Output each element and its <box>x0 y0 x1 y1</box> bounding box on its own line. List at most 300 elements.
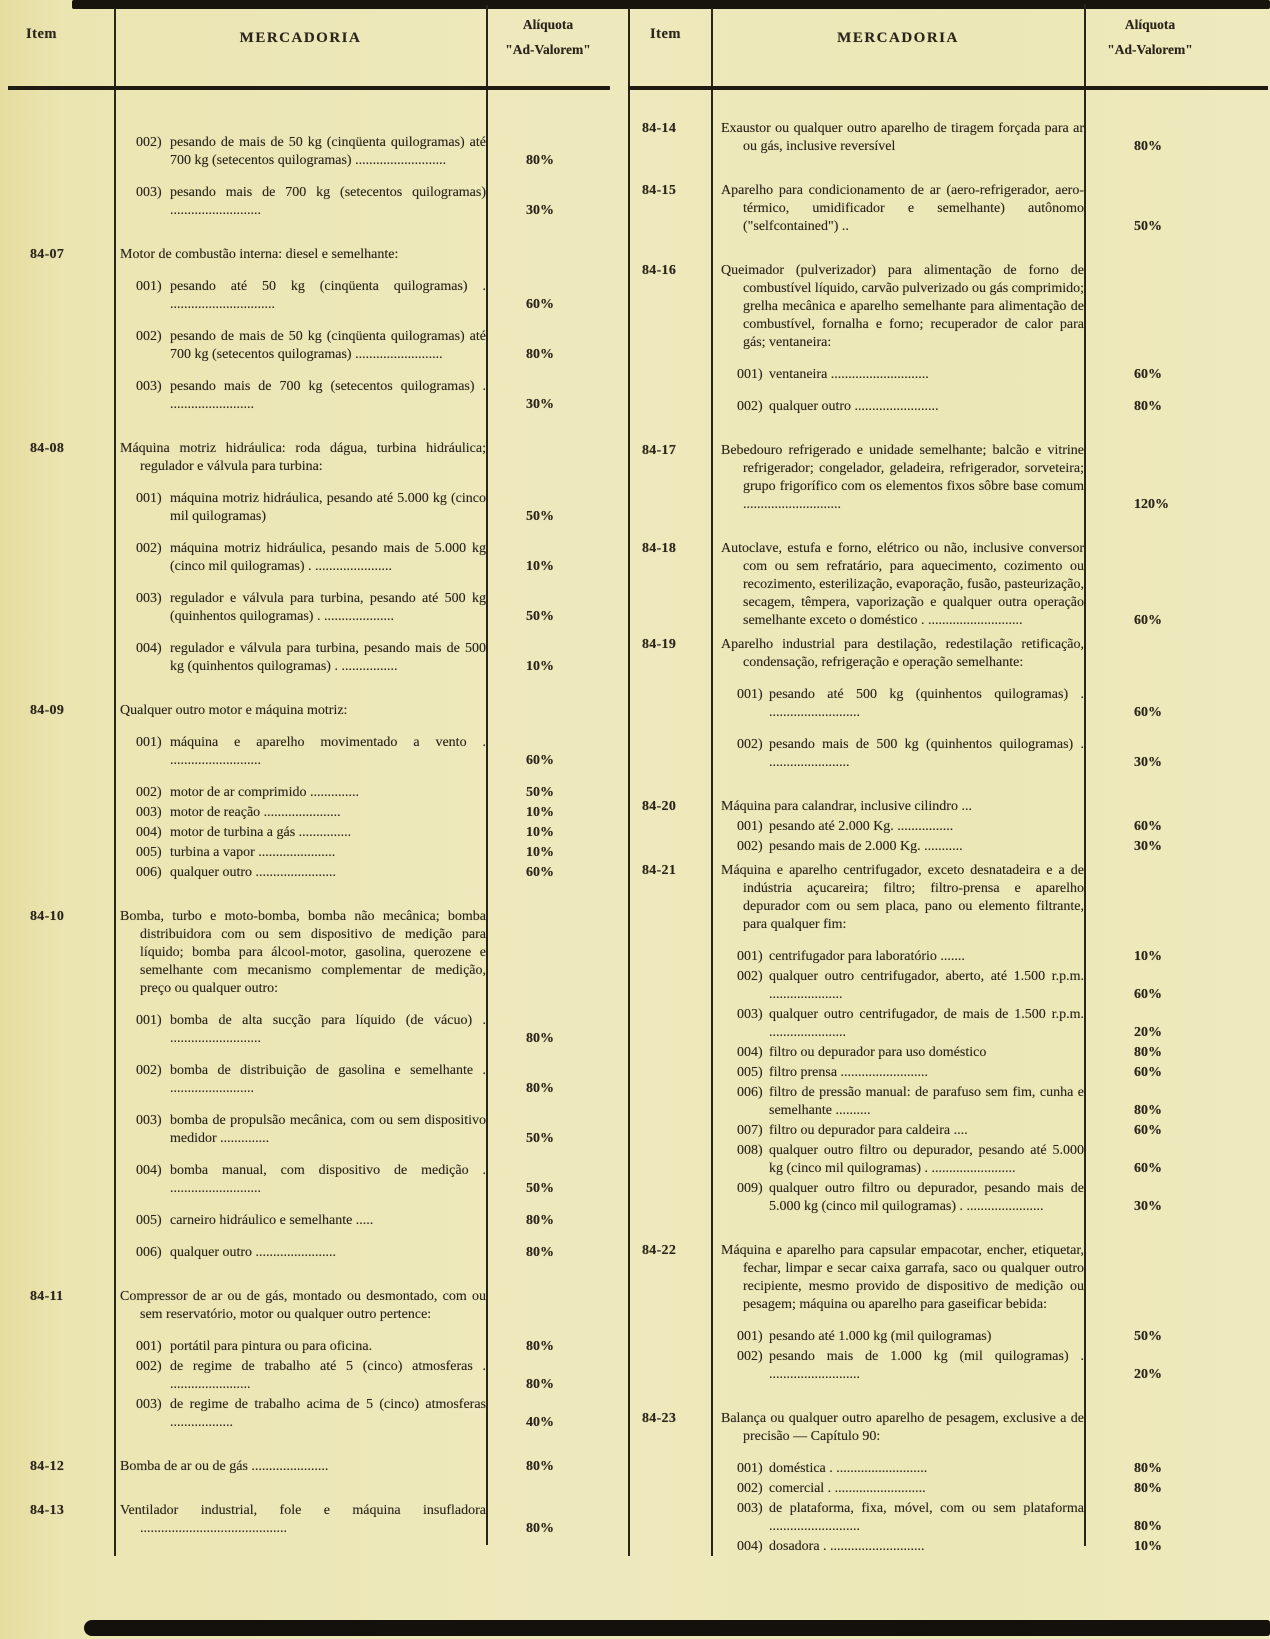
subitem <box>711 1538 1084 1556</box>
description-cell <box>711 798 1084 816</box>
merchandise-description: Bomba, turbo e moto-bomba, bomba não mecânica; bomba distribuidora com ou sem dispositivo de medição para líquido; bomba para álcool-motor, gasolina, querozene e semelhante com mecanismo complementar de medição, preço ou qualquer outro: <box>120 909 486 996</box>
subitem <box>711 838 1084 856</box>
subitem <box>711 1500 1084 1536</box>
subitem-text: dosadora . ........................... <box>769 1539 925 1554</box>
description-cell <box>711 1006 1084 1042</box>
description-cell <box>711 818 1084 836</box>
entry-subitem-row <box>711 968 1270 1004</box>
subitem-number: 005) <box>136 1213 162 1228</box>
subitem-text: de regime de trabalho até 5 (cinco) atmosferas . ....................... <box>170 1359 486 1392</box>
subitem <box>711 1122 1084 1140</box>
subitem-number: 002) <box>136 1063 162 1078</box>
merchandise-description: Compressor de ar ou de gás, montado ou desmontado, com ou sem reservatório, motor ou qualquer outro pertence: <box>120 1289 486 1322</box>
advalorem-rate: 60% <box>1134 1123 1162 1138</box>
subitem-number: 002) <box>136 785 162 800</box>
description-cell <box>711 1142 1084 1178</box>
entry-subitem-row <box>114 1244 610 1262</box>
entry-subitem-row <box>114 134 610 170</box>
subitem <box>711 1460 1084 1478</box>
description-cell <box>711 1538 1084 1556</box>
aliquota-label-line1: Alíquota <box>522 17 574 32</box>
entry-description-row <box>114 246 610 264</box>
advalorem-rate: 60% <box>1134 613 1162 628</box>
entry-description-row <box>711 862 1270 934</box>
entry-subitem-row <box>114 278 610 314</box>
advalorem-rate: 80% <box>526 153 554 168</box>
subitem <box>711 1142 1084 1178</box>
aliquota-label-line2: "Ad-Valorem" <box>505 42 591 57</box>
item-code: 84-19 <box>642 637 677 652</box>
description-cell <box>711 1480 1084 1498</box>
merchandise-description: Bebedouro refrigerado e unidade semelhante; balcão e vitrine refrigerador; congelador, geladeira, refrigerador, sorveteira; grupo frigorífico com os elementos fixos sôbre base comum ............................ <box>721 443 1084 512</box>
entry-subitem-row <box>114 378 610 414</box>
entry-description-row <box>711 120 1270 156</box>
subitem-number: 001) <box>136 279 162 294</box>
subitem-number: 003) <box>737 1501 763 1516</box>
advalorem-rate: 10% <box>1134 1539 1162 1554</box>
subitem-text: motor de reação ...................... <box>170 805 341 820</box>
entry-subitem-row <box>711 1142 1270 1178</box>
advalorem-rate: 60% <box>526 753 554 768</box>
merchandise-description: Máquina para calandrar, inclusive cilindro ... <box>721 799 972 814</box>
entry-description-row <box>711 540 1270 630</box>
subitem-text: turbina a vapor ...................... <box>170 845 336 860</box>
subitem-text: pesando mais de 500 kg (quinhentos quilogramas) . ....................... <box>769 737 1084 770</box>
entry-subitem-row <box>114 590 610 626</box>
description-cell <box>711 948 1084 966</box>
entry-body <box>114 246 610 414</box>
entry-subitem-row <box>711 1064 1270 1082</box>
entry-body <box>114 1288 610 1432</box>
entry-subitem-row <box>114 734 610 770</box>
item-code: 84-18 <box>642 541 677 556</box>
subitem-number: 001) <box>136 1339 162 1354</box>
description-cell <box>711 686 1084 722</box>
entry-body <box>711 182 1270 236</box>
subitem <box>114 1358 486 1394</box>
subitem-text: pesando mais de 700 kg (setecentos quilogramas) . ........................ <box>170 379 486 412</box>
entry-description-row <box>711 182 1270 236</box>
subitem-text: pesando de mais de 50 kg (cinqüenta quilogramas) até 700 kg (setecentos quilogramas) ......................... <box>170 329 486 362</box>
description-cell <box>114 784 486 802</box>
advalorem-rate: 10% <box>526 825 554 840</box>
subitem <box>114 784 486 802</box>
entry-subitem-row <box>711 818 1270 836</box>
advalorem-rate: 60% <box>1134 705 1162 720</box>
tariff-entry <box>0 702 610 882</box>
item-code: 84-07 <box>30 247 65 262</box>
subitem-number: 008) <box>737 1143 763 1158</box>
subitem-number: 001) <box>737 1329 763 1344</box>
subitem-text: carneiro hidráulico e semelhante ..... <box>170 1213 374 1228</box>
entry-body <box>711 262 1270 416</box>
subitem-number: 001) <box>737 819 763 834</box>
entry-subitem-row <box>711 736 1270 772</box>
subitem-number: 004) <box>136 641 162 656</box>
subitem-number: 002) <box>136 541 162 556</box>
subitem <box>114 824 486 842</box>
entry-description-row <box>114 1288 610 1324</box>
entry-subitem-row <box>711 838 1270 856</box>
entry-subitem-row <box>114 640 610 676</box>
entry-subitem-row <box>711 1348 1270 1384</box>
advalorem-rate: 80% <box>1134 1045 1162 1060</box>
subitem-number: 001) <box>136 1013 162 1028</box>
entry-description-row <box>711 262 1270 352</box>
description-cell <box>114 328 486 364</box>
advalorem-rate: 50% <box>526 509 554 524</box>
entry-subitem-row <box>114 540 610 576</box>
subitem-text: qualquer outro ........................ <box>769 399 939 414</box>
description-cell <box>711 636 1084 672</box>
merchandise-description: Bomba de ar ou de gás ...................... <box>120 1459 329 1474</box>
subitem-text: qualquer outro ....................... <box>170 865 337 880</box>
subitem-text: qualquer outro centrifugador, de mais de 1.500 r.p.m. ...................... <box>769 1007 1084 1040</box>
advalorem-rate: 60% <box>1134 1161 1162 1176</box>
subitem-text: regulador e válvula para turbina, pesando até 500 kg (quinhentos quilogramas) . .................... <box>170 591 486 624</box>
merchandise-description: Qualquer outro motor e máquina motriz: <box>120 703 348 718</box>
subitem <box>114 378 486 414</box>
subitem-number: 004) <box>737 1045 763 1060</box>
merchandise-description: Queimador (pulverizador) para alimentação de forno de combustível líquido, carvão pulverizado ou gás comprimido; grelha mecânica e aparelho semelhante para alimentação de combustível, fornalha e forno; recuperador de calor para gás; ventaneira: <box>721 263 1084 350</box>
subitem <box>114 134 486 170</box>
entry-subitem-row <box>114 1212 610 1230</box>
subitem <box>114 1244 486 1262</box>
subitem-number: 001) <box>136 491 162 506</box>
left-table-header-rule <box>8 86 610 90</box>
entry-subitem-row <box>711 1122 1270 1140</box>
merchandise-description: Exaustor ou qualquer outro aparelho de tiragem forçada para ar ou gás, inclusive reversível <box>721 121 1084 154</box>
entry-subitem-row <box>711 366 1270 384</box>
item-code: 84-16 <box>642 263 677 278</box>
subitem-text: bomba de propulsão mecânica, com ou sem dispositivo medidor .............. <box>170 1113 486 1146</box>
subitem <box>114 184 486 220</box>
subitem <box>114 804 486 822</box>
entry-subitem-row <box>114 1112 610 1148</box>
description-cell <box>114 246 486 264</box>
advalorem-rate: 80% <box>1134 1103 1162 1118</box>
tariff-entry <box>628 1242 1270 1384</box>
advalorem-rate: 50% <box>1134 219 1162 234</box>
advalorem-rate: 20% <box>1134 1367 1162 1382</box>
subitem-text: qualquer outro ....................... <box>170 1245 337 1260</box>
advalorem-rate: 80% <box>526 1031 554 1046</box>
subitem <box>114 1012 486 1048</box>
subitem-text: doméstica . .......................... <box>769 1461 928 1476</box>
advalorem-rate: 30% <box>526 203 554 218</box>
item-code: 84-08 <box>30 441 65 456</box>
entry-description-row <box>711 442 1270 514</box>
advalorem-rate: 10% <box>1134 949 1162 964</box>
entry-description-row <box>114 1502 610 1538</box>
item-code: 84-09 <box>30 703 65 718</box>
entry-body <box>711 862 1270 1216</box>
subitem <box>711 1006 1084 1042</box>
entry-subitem-row <box>711 1460 1270 1478</box>
tariff-entry <box>628 120 1270 156</box>
advalorem-rate: 80% <box>1134 399 1162 414</box>
subitem-number: 001) <box>737 687 763 702</box>
tariff-entry <box>0 120 610 220</box>
subitem-number: 001) <box>737 1461 763 1476</box>
tariff-entry <box>0 440 610 676</box>
advalorem-rate: 50% <box>526 1181 554 1196</box>
merchandise-description: Ventilador industrial, fole e máquina insufladora .......................................... <box>120 1503 486 1536</box>
description-cell <box>711 736 1084 772</box>
advalorem-rate: 30% <box>1134 1199 1162 1214</box>
entry-body <box>114 120 610 220</box>
subitem <box>711 1480 1084 1498</box>
subitem-text: comercial . .......................... <box>769 1481 926 1496</box>
advalorem-rate: 80% <box>526 1339 554 1354</box>
description-cell <box>711 968 1084 1004</box>
description-cell <box>711 862 1084 934</box>
entry-subitem-row <box>711 1538 1270 1556</box>
subitem-text: portátil para pintura ou para oficina. <box>170 1339 373 1354</box>
subitem-number: 004) <box>136 825 162 840</box>
entry-subitem-row <box>114 1012 610 1048</box>
tariff-entry <box>628 540 1270 630</box>
merchandise-description: Balança ou qualquer outro aparelho de pesagem, exclusive a de precisão — Capítulo 90: <box>721 1411 1084 1444</box>
advalorem-rate: 60% <box>1134 987 1162 1002</box>
subitem-text: filtro de pressão manual: de parafuso sem fim, cunha e semelhante .......... <box>769 1085 1084 1118</box>
entry-subitem-row <box>114 1062 610 1098</box>
advalorem-rate: 10% <box>526 659 554 674</box>
advalorem-rate: 50% <box>526 785 554 800</box>
advalorem-rate: 80% <box>526 1213 554 1228</box>
subitem <box>711 968 1084 1004</box>
description-cell <box>114 378 486 414</box>
description-cell <box>114 490 486 526</box>
description-cell <box>114 1112 486 1148</box>
entry-description-row <box>114 908 610 998</box>
tariff-entry <box>0 1502 610 1538</box>
subitem-number: 003) <box>136 591 162 606</box>
advalorem-rate: 10% <box>526 805 554 820</box>
description-cell <box>114 824 486 842</box>
entry-subitem-row <box>114 1396 610 1432</box>
entry-subitem-row <box>711 948 1270 966</box>
subitem-text: de regime de trabalho acima de 5 (cinco) atmosferas .................. <box>170 1397 486 1430</box>
subitem-text: pesando mais de 700 kg (setecentos quilogramas) .......................... <box>170 185 486 218</box>
advalorem-rate: 60% <box>1134 1065 1162 1080</box>
subitem <box>711 818 1084 836</box>
subitem-number: 003) <box>136 379 162 394</box>
entry-description-row <box>711 1242 1270 1314</box>
entry-subitem-row <box>114 784 610 802</box>
subitem-number: 005) <box>737 1065 763 1080</box>
subitem-number: 001) <box>737 949 763 964</box>
entry-description-row <box>114 440 610 476</box>
description-cell <box>711 1500 1084 1536</box>
description-cell <box>711 1328 1084 1346</box>
description-cell <box>114 590 486 626</box>
item-code: 84-22 <box>642 1243 677 1258</box>
advalorem-rate: 60% <box>1134 367 1162 382</box>
entry-description-row <box>114 702 610 720</box>
advalorem-rate: 80% <box>1134 1481 1162 1496</box>
tariff-entry <box>0 908 610 1262</box>
entry-subitem-row <box>711 1328 1270 1346</box>
left-tariff-table-body <box>0 96 610 1538</box>
subitem-text: pesando até 500 kg (quinhentos quilogramas) . .......................... <box>769 687 1084 720</box>
entry-subitem-row <box>114 844 610 862</box>
subitem-text: qualquer outro centrifugador, aberto, até 1.500 r.p.m. ..................... <box>769 969 1084 1002</box>
entry-subitem-row <box>711 1500 1270 1536</box>
item-code: 84-12 <box>30 1459 65 1474</box>
left-column-header-aliquota <box>487 12 609 62</box>
entry-subitem-row <box>711 1084 1270 1120</box>
subitem-text: qualquer outro filtro ou depurador, pesando até 5.000 kg (cinco mil quilogramas) . ........................ <box>769 1143 1084 1176</box>
description-cell <box>114 184 486 220</box>
entry-body <box>114 908 610 1262</box>
description-cell <box>114 804 486 822</box>
item-code: 84-20 <box>642 799 677 814</box>
entry-subitem-row <box>114 1162 610 1198</box>
subitem <box>711 1044 1084 1062</box>
description-cell <box>114 864 486 882</box>
page-top-ink-band <box>72 0 1270 9</box>
right-column-header-item: Item <box>650 26 681 42</box>
merchandise-description: Aparelho para condicionamento de ar (aero-refrigerador, aero-térmico, umidificador e semelhante) autônomo ("selfcontained") .. <box>721 183 1084 234</box>
advalorem-rate: 80% <box>1134 139 1162 154</box>
description-cell <box>711 120 1084 156</box>
entry-body <box>711 636 1270 772</box>
entry-body <box>711 798 1270 856</box>
description-cell <box>711 1180 1084 1216</box>
subitem <box>711 366 1084 384</box>
subitem-text: bomba de alta sucção para líquido (de vácuo) . .......................... <box>170 1013 486 1046</box>
tariff-entry <box>628 182 1270 236</box>
subitem-number: 001) <box>136 735 162 750</box>
subitem-number: 006) <box>737 1085 763 1100</box>
entry-description-row <box>711 798 1270 816</box>
subitem <box>711 1084 1084 1120</box>
advalorem-rate: 80% <box>526 1245 554 1260</box>
description-cell <box>114 734 486 770</box>
advalorem-rate: 60% <box>1134 819 1162 834</box>
subitem-number: 009) <box>737 1181 763 1196</box>
entry-body <box>711 442 1270 514</box>
item-code: 84-17 <box>642 443 677 458</box>
merchandise-description: Máquina e aparelho para capsular empacotar, encher, etiquetar, fechar, limpar e secar caixa garrafa, saco ou qualquer outro recipiente, mesmo provido de dispositivo de medição ou pesagem; máquina ou aparelho para gaseificar bebida: <box>721 1243 1084 1312</box>
entry-subitem-row <box>114 490 610 526</box>
tariff-entry <box>628 442 1270 514</box>
subitem <box>711 1180 1084 1216</box>
advalorem-rate: 80% <box>526 1521 554 1536</box>
subitem-number: 004) <box>136 1163 162 1178</box>
subitem-number: 002) <box>737 969 763 984</box>
advalorem-rate: 30% <box>1134 839 1162 854</box>
subitem-text: pesando de mais de 50 kg (cinqüenta quilogramas) até 700 kg (setecentos quilogramas) .......................... <box>170 135 486 168</box>
right-column-header-aliquota <box>1088 12 1212 62</box>
subitem-number: 003) <box>737 1007 763 1022</box>
description-cell <box>114 440 486 476</box>
subitem-text: pesando até 2.000 Kg. ................ <box>769 819 954 834</box>
subitem-text: centrifugador para laboratório ....... <box>769 949 965 964</box>
entry-subitem-row <box>114 1358 610 1394</box>
subitem-number: 003) <box>136 1113 162 1128</box>
description-cell <box>711 262 1084 352</box>
description-cell <box>114 1244 486 1262</box>
item-code: 84-10 <box>30 909 65 924</box>
entry-body <box>711 1242 1270 1384</box>
page-bottom-ink-band <box>84 1620 1270 1636</box>
subitem-text: motor de turbina a gás ............... <box>170 825 352 840</box>
description-cell <box>114 134 486 170</box>
advalorem-rate: 20% <box>1134 1025 1162 1040</box>
subitem-number: 003) <box>136 185 162 200</box>
subitem <box>114 640 486 676</box>
subitem <box>114 1396 486 1432</box>
entry-body <box>711 540 1270 630</box>
description-cell <box>711 540 1084 630</box>
advalorem-rate: 30% <box>1134 755 1162 770</box>
description-cell <box>114 844 486 862</box>
description-cell <box>711 398 1084 416</box>
description-cell <box>114 1212 486 1230</box>
advalorem-rate: 80% <box>526 1081 554 1096</box>
subitem <box>711 736 1084 772</box>
item-code: 84-23 <box>642 1411 677 1426</box>
left-column-header-item: Item <box>26 26 57 42</box>
subitem-text: bomba de distribuição de gasolina e semelhante . ........................ <box>170 1063 486 1096</box>
description-cell <box>711 1122 1084 1140</box>
entry-body <box>114 1502 610 1538</box>
description-cell <box>114 1502 486 1538</box>
right-tariff-table-body <box>628 96 1270 1556</box>
tariff-entry <box>0 246 610 414</box>
subitem-number: 004) <box>737 1539 763 1554</box>
description-cell <box>711 1410 1084 1446</box>
description-cell <box>711 1460 1084 1478</box>
subitem <box>114 1062 486 1098</box>
subitem-text: pesando mais de 1.000 kg (mil quilogramas) . .......................... <box>769 1349 1084 1382</box>
description-cell <box>711 182 1084 236</box>
subitem-text: bomba manual, com dispositivo de medição . .......................... <box>170 1163 486 1196</box>
entry-body <box>711 1410 1270 1556</box>
entry-subitem-row <box>711 1006 1270 1042</box>
entry-body <box>114 702 610 882</box>
subitem <box>114 278 486 314</box>
subitem-text: ventaneira ............................ <box>769 367 929 382</box>
subitem-text: motor de ar comprimido .............. <box>170 785 359 800</box>
tariff-entry <box>628 262 1270 416</box>
subitem-text: pesando até 1.000 kg (mil quilogramas) <box>769 1329 992 1344</box>
subitem-number: 006) <box>136 865 162 880</box>
subitem <box>114 490 486 526</box>
subitem <box>711 948 1084 966</box>
tariff-entry <box>628 862 1270 1216</box>
aliquota-label-line2: "Ad-Valorem" <box>1107 42 1193 57</box>
subitem-number: 002) <box>737 1349 763 1364</box>
tariff-entry <box>0 1458 610 1476</box>
entry-subitem-row <box>114 824 610 842</box>
advalorem-rate: 80% <box>526 1377 554 1392</box>
description-cell <box>114 1162 486 1198</box>
subitem <box>711 1064 1084 1082</box>
subitem-number: 007) <box>737 1123 763 1138</box>
right-table-header-rule <box>628 86 1268 90</box>
advalorem-rate: 80% <box>1134 1461 1162 1476</box>
advalorem-rate: 60% <box>526 297 554 312</box>
entry-subitem-row <box>114 1338 610 1356</box>
item-code: 84-15 <box>642 183 677 198</box>
left-column-header-mercadoria: MERCADORIA <box>239 30 362 46</box>
description-cell <box>114 1062 486 1098</box>
subitem-number: 003) <box>136 805 162 820</box>
subitem-text: de plataforma, fixa, móvel, com ou sem plataforma .......................... <box>769 1501 1084 1534</box>
